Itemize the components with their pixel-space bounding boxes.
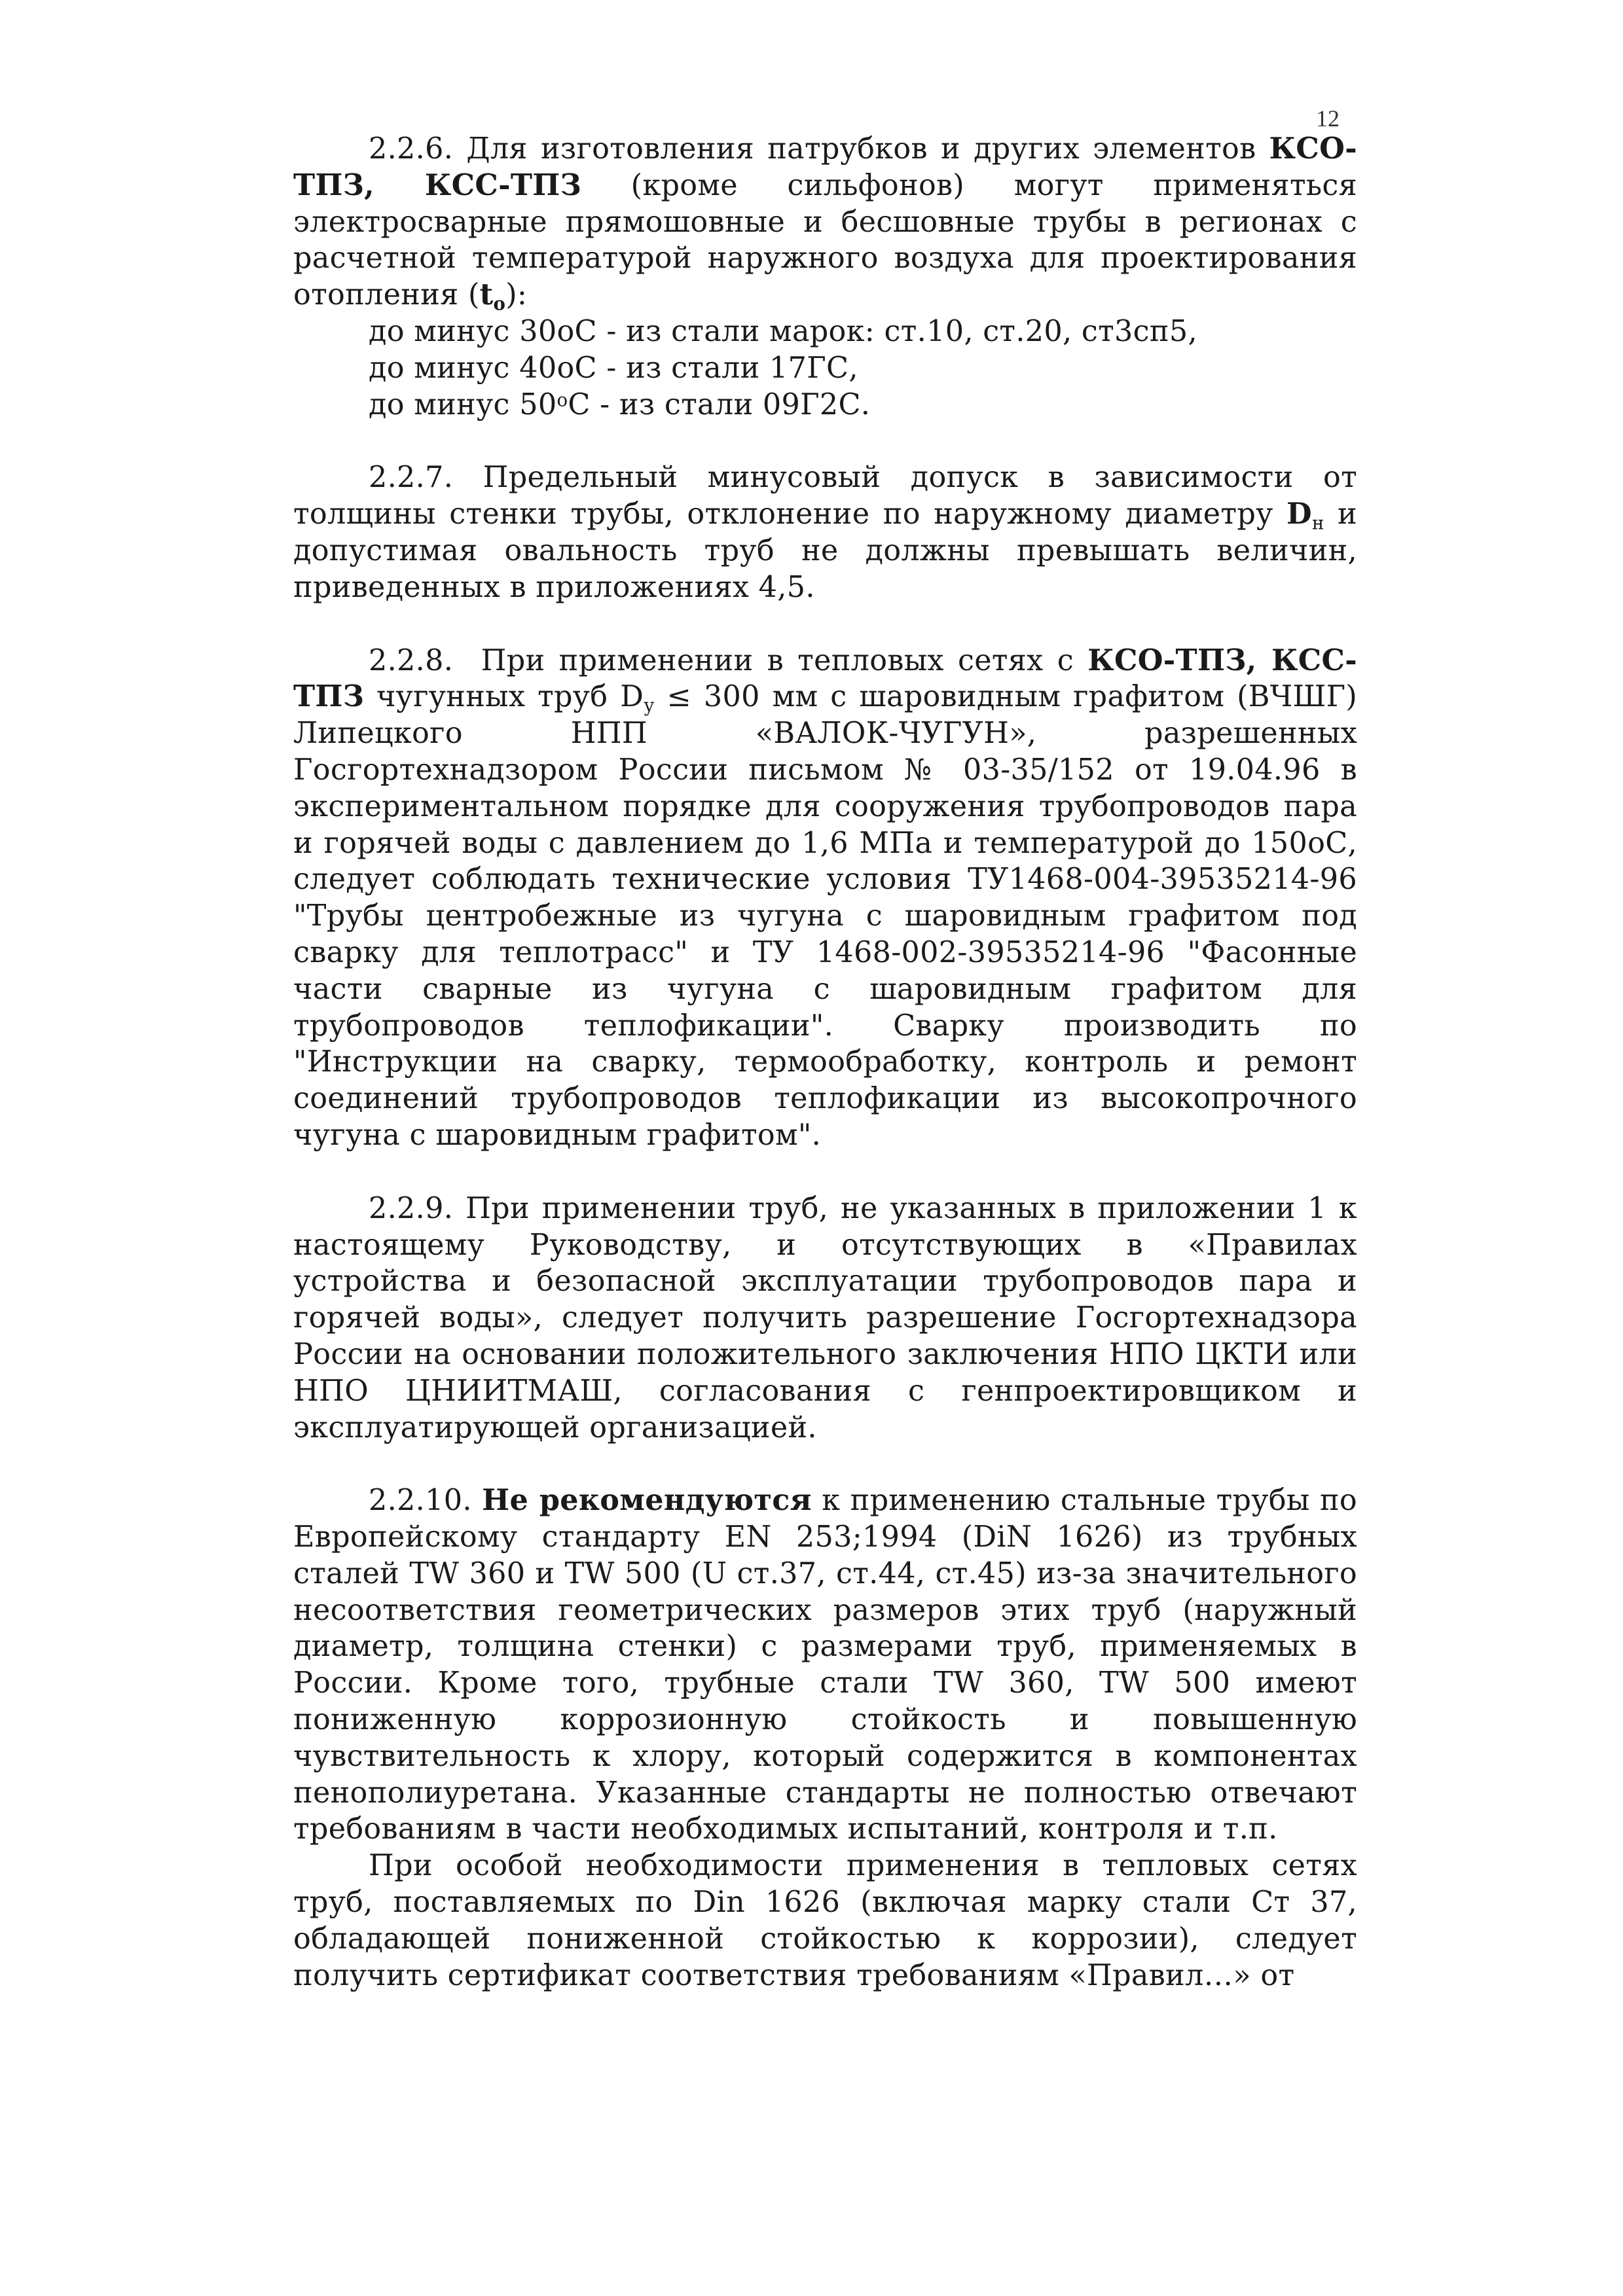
paragraph-2-2-10: 2.2.10. Не рекомендуются к применению стальные трубы по Европейскому стандарту EN 253;1994 (DiN 1626) из трубных сталей TW 360 и TW 500 (U ст.37, ст.44, ст.45) из-за значительного несоответствия геометрических размеров этих труб (наружный диаметр, толщина стенки) с размерами труб, применяемых в России. Кроме того, трубные стали TW 360, TW 500 имеют пониженную коррозионную стойкость и повышенную чувствительность к хлору, который содержится в компонентах пенополиуретана. Указанные стандарты не полностью отвечают требованиям в части необходимых испытаний, контроля и т.п.: [293, 1483, 1357, 1846]
list-item: до минус 30оС - из стали марок: ст.10, ст.20, ст3сп5,: [369, 314, 1197, 348]
clause-number: 2.2.7.: [369, 461, 454, 495]
emphasis: Не рекомендуются: [482, 1483, 812, 1518]
paragraph-2-2-6: 2.2.6. Для изготовления патрубков и других элементов КСО-ТПЗ, КСС-ТПЗ (кроме сильфонов) могут применяться электросварные прямошовные и бесшовные трубы в регионах с расчетной температурой наружного воздуха для проектирования отопления $(t_o)$:: [293, 132, 1357, 315]
paragraph-2-2-10-continued: При особой необходимости применения в тепловых сетях труб, поставляемых по Din 1626 (включая марку стали Ст 37, обладающей пониженной стойкостью к коррозии), следует получить сертификат соответствия требованиям «Правил…» от: [293, 1849, 1357, 1992]
paragraph-2-2-9: 2.2.9. При применении труб, не указанных в приложении 1 к настоящему Руководству, и отсутствующих в «Правилах устройства и безопасной эксплуатации трубопроводов пара и горячей воды», следует получить разрешение Госгортехнадзора России на основании положительного заключения НПО ЦКТИ или НПО ЦНИИТМАШ, согласования с генпроектировщиком и эксплуатирующей организацией.: [293, 1191, 1357, 1444]
paragraph-2-2-7: 2.2.7. Предельный минусовый допуск в зависимости от толщины стенки трубы, отклонение по наружному диаметру $D_н$ и допустимая овальность труб не должны превышать величин, приведенных в приложениях 4,5.: [293, 461, 1358, 604]
page-number: 12: [1316, 105, 1340, 132]
paragraph-2-2-8: 2.2.8. При применении в тепловых сетях с КСО-ТПЗ, КСС-ТПЗ чугунных труб $D_у \le 300$ мм с шаровидным графитом (ВЧШГ) Липецкого НПП «ВАЛОК-ЧУГУН», разрешенных Госгортехнадзором России письмом № 03-35/152 от 19.04.96 в экспериментальном порядке для сооружения трубопроводов пара и горячей воды с давлением до 1,6 МПа и температурой до 150оС, следует соблюдать технические условия ТУ1468-004-39535214-96 "Трубы центробежные из чугуна с шаровидным графитом под сварку для теплотрасс" и ТУ 1468-002-39535214-96 "Фасонные части сварные из чугуна с шаровидным графитом для трубопроводов теплофикации". Сварку производить по "Инструкции на сварку, термообработку, контроль и ремонт соединений трубопроводов теплофикации из высокопрочного чугуна с шаровидным графитом".: [293, 643, 1358, 1152]
document-body: [293, 131, 1357, 1994]
clause-number: 2.2.6.: [369, 132, 454, 166]
clause-number: 2.2.10.: [369, 1484, 472, 1518]
product-code: КСО-ТПЗ, КСС-ТПЗ: [293, 132, 1357, 202]
list-item: до минус $50^оС$ - из стали 09Г2С.: [369, 387, 871, 422]
clause-number: 2.2.8.: [369, 643, 454, 677]
list-item: до минус 40оС - из стали 17ГС,: [369, 351, 858, 385]
clause-number: 2.2.9.: [369, 1191, 454, 1225]
product-code: КСО-ТПЗ, КСС-ТПЗ: [293, 643, 1358, 714]
